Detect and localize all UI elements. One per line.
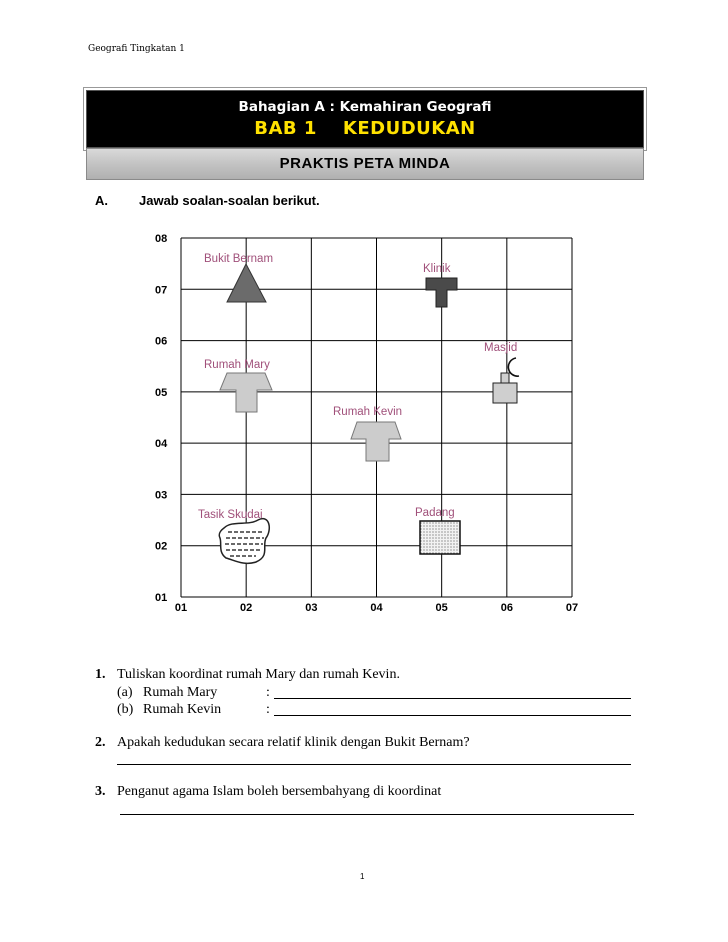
- y-tick-label: 06: [155, 335, 168, 348]
- answer-line-1a[interactable]: [274, 698, 631, 699]
- question-number: 2.: [95, 735, 106, 750]
- place-label: Rumah Kevin: [333, 406, 403, 418]
- x-tick-label: 01: [174, 602, 188, 614]
- part-colon: :: [266, 702, 270, 717]
- page-number: 1: [360, 872, 365, 881]
- y-tick-label: 07: [155, 284, 168, 297]
- chapter-topic: KEDUDUKAN: [342, 118, 476, 139]
- answer-line-3[interactable]: [120, 814, 634, 815]
- chapter-number: BAB 1: [254, 118, 317, 139]
- place-label: Rumah Mary: [204, 359, 270, 371]
- place-label: Padang: [415, 507, 455, 519]
- banner-section-title: Bahagian A : Kemahiran Geografi: [238, 99, 492, 115]
- question-text: Apakah kedudukan secara relatif klinik dengan Bukit Bernam?: [117, 735, 470, 750]
- question-2: [95, 735, 470, 751]
- subtitle-text: PRAKTIS PETA MINDA: [279, 155, 451, 172]
- answer-line-2[interactable]: [117, 764, 631, 765]
- lake-icon: [219, 519, 269, 564]
- y-tick-label: 08: [155, 233, 168, 245]
- question-1b: [117, 702, 270, 718]
- part-colon: :: [266, 685, 270, 700]
- x-tick-label: 07: [565, 602, 579, 614]
- y-tick-label: 01: [155, 592, 168, 604]
- place-label: Bukit Bernam: [204, 253, 274, 265]
- place-label: Masjid: [484, 342, 518, 354]
- x-tick-label: 02: [240, 602, 253, 614]
- part-letter: (a): [117, 685, 133, 700]
- question-text: Tuliskan koordinat rumah Mary dan rumah Kevin.: [117, 667, 400, 682]
- question-number: 1.: [95, 667, 106, 682]
- hill-triangle-icon: [227, 264, 266, 302]
- mosque-icon: [493, 358, 519, 403]
- y-tick-label: 04: [155, 438, 168, 451]
- x-tick-label: 06: [500, 602, 513, 614]
- place-label: Klinik: [423, 263, 451, 275]
- y-tick-label: 02: [155, 540, 168, 553]
- question-text: Penganut agama Islam boleh bersembahyang di koordinat: [117, 784, 442, 799]
- house-icon-kevin: [351, 422, 401, 461]
- question-1a: [117, 685, 270, 701]
- place-label: Tasik Skudai: [198, 509, 263, 521]
- part-label: Rumah Kevin: [143, 702, 222, 717]
- answer-line-1b[interactable]: [274, 715, 631, 716]
- question-3: [95, 784, 442, 800]
- x-tick-label: 03: [305, 602, 318, 614]
- section-instruction: Jawab soalan-soalan berikut.: [139, 193, 320, 208]
- part-letter: (b): [117, 702, 134, 717]
- part-label: Rumah Mary: [143, 685, 218, 700]
- y-tick-label: 03: [155, 489, 168, 502]
- house-icon-mary: [220, 373, 272, 412]
- x-tick-label: 05: [435, 602, 448, 614]
- y-tick-label: 05: [155, 386, 168, 399]
- section-letter: A.: [95, 193, 108, 208]
- question-1: [95, 667, 400, 683]
- x-tick-label: 04: [370, 602, 383, 614]
- running-header: Geografi Tingkatan 1: [88, 44, 185, 54]
- clinic-icon: [426, 278, 457, 307]
- field-icon: [420, 521, 460, 554]
- question-number: 3.: [95, 784, 106, 799]
